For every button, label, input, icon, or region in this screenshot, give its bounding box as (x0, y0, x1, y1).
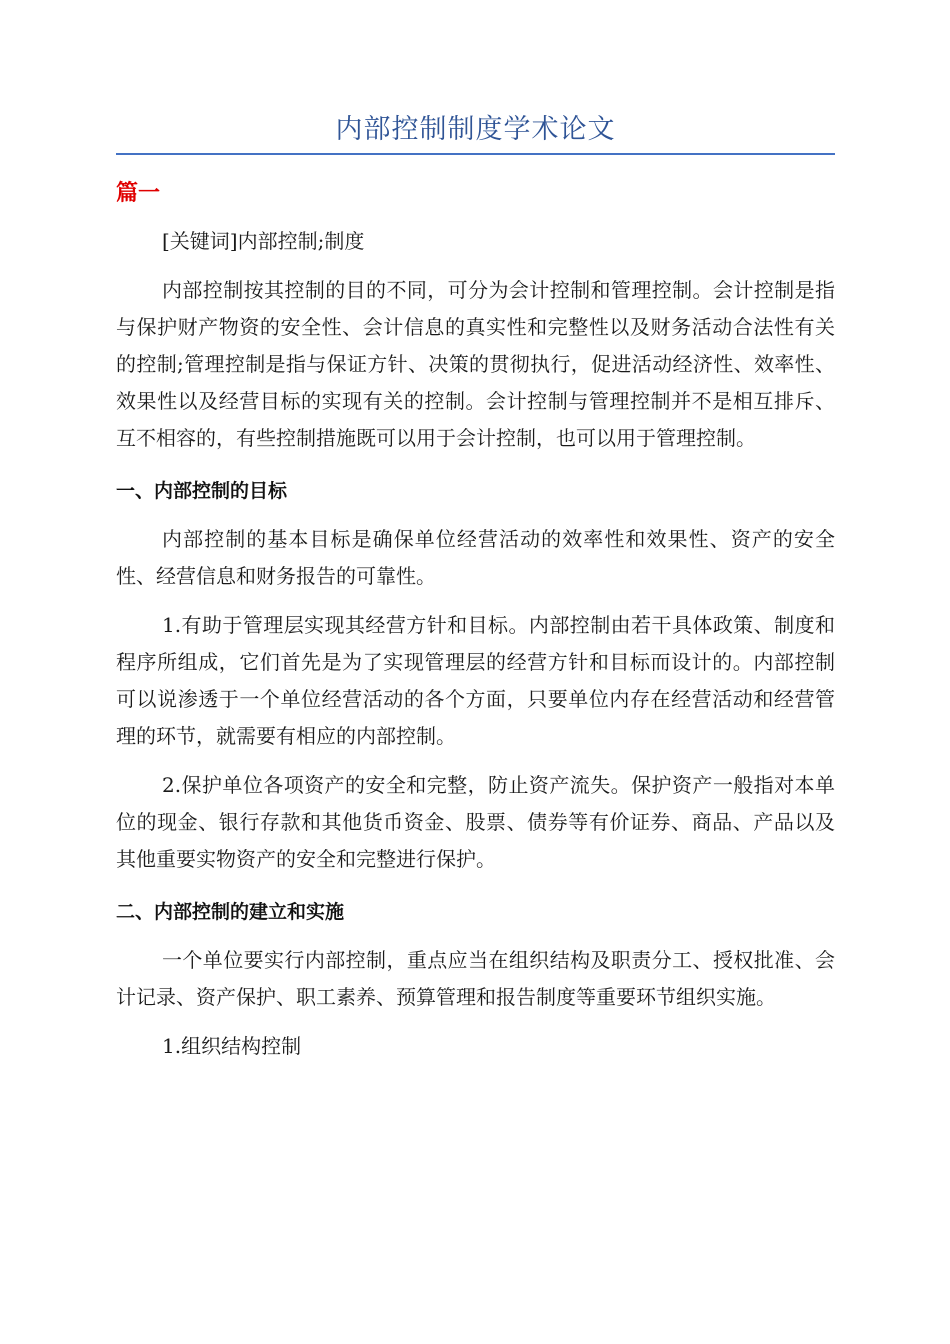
section-heading: 一、内部控制的目标 (116, 480, 288, 502)
body-paragraph: 2.保护单位各项资产的安全和完整，防止资产流失。保护资产一般指对本单位的现金、银行存款和其他货币资金、股票、债券等有价证券、商品、产品以及其他重要实物资产的安全和完整进行保护。 (116, 773, 835, 871)
body-paragraph: 1.有助于管理层实现其经营方针和目标。内部控制由若干具体政策、制度和程序所组成，它们首先是为了实现管理层的经营方针和目标而设计的。内部控制可以说渗透于一个单位经营活动的各个方面，只要单位内存在经营活动和经营管理的环节，就需要有相应的内部控制。 (116, 613, 835, 748)
body-paragraph: 内部控制的基本目标是确保单位经营活动的效率性和效果性、资产的安全性、经营信息和财务报告的可靠性。 (116, 527, 835, 588)
section-heading: 二、内部控制的建立和实施 (116, 901, 345, 923)
body-paragraph: 内部控制按其控制的目的不同，可分为会计控制和管理控制。会计控制是指与保护财产物资的安全性、会计信息的真实性和完整性以及财务活动合法性有关的控制;管理控制是指与保证方针、决策的贯彻执行，促进活动经济性、效率性、效果性以及经营目标的实现有关的控制。会计控制与管理控制并不是相互排斥、互不相容的，有些控制措施既可以用于会计控制，也可以用于管理控制。 (116, 278, 835, 450)
section-label: 篇一 (116, 181, 161, 206)
title-underline (116, 153, 835, 155)
body-paragraph: 一个单位要实行内部控制，重点应当在组织结构及职责分工、授权批准、会计记录、资产保护、职工素养、预算管理和报告制度等重要环节组织实施。 (116, 948, 835, 1009)
document-title: 内部控制制度学术论文 (335, 114, 616, 145)
keywords-paragraph: [关键词]内部控制;制度 (162, 229, 365, 253)
document-body (116, 223, 835, 1065)
subsection-paragraph: 1.组织结构控制 (162, 1034, 302, 1058)
